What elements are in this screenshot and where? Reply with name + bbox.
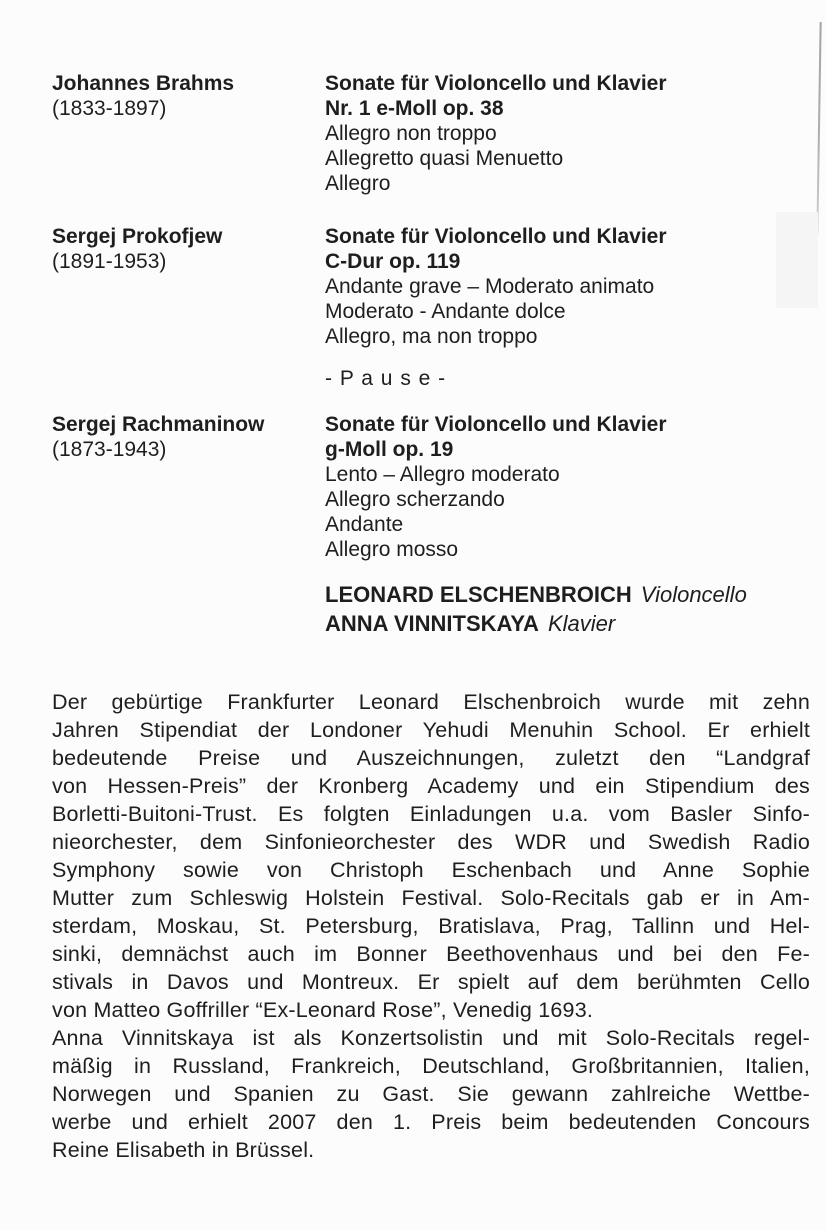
bio-line: Reine Elisabeth in Brüssel. [52,1138,315,1162]
bio-line: mäßig in Russland, Frankreich, Deutschland, Großbritannien, Italien, [52,1054,810,1078]
program-section [52,71,810,638]
work-title [325,224,810,274]
work-title [325,71,810,121]
movement: Allegro non troppo [325,122,497,145]
composer-name: Sergej Rachmaninow [52,413,265,436]
movement-list [325,274,810,349]
program-entry-prokofjew [52,224,810,349]
composer-dates: (1873-1943) [52,438,167,461]
bio-line: sterdam, Moskau, St. Petersburg, Bratislava, Prag, Tallinn und Hel- [52,914,810,938]
composer-column [52,224,325,349]
composer-column [52,412,325,562]
performer-name: ANNA VINNITSKAYA [325,611,539,636]
scan-artifact-line [816,22,821,234]
movement: Allegretto quasi Menuetto [325,147,564,170]
work-column [325,71,810,196]
movement-list [325,121,810,196]
bio-line: Anna Vinnitskaya ist als Konzertsolistin und mit Solo-Recitals regel- [52,1026,810,1050]
work-title-line: C-Dur op. 119 [325,250,461,273]
performer-instrument: Klavier [547,611,616,636]
bio-line: Symphony sowie von Christoph Eschenbach und Anne Sophie [52,858,810,882]
performer-name: LEONARD ELSCHENBROICH [325,582,632,607]
composer-dates: (1833-1897) [52,97,167,120]
work-column [325,224,810,349]
composer-name: Sergej Prokofjew [52,225,223,248]
bio-paragraph-elschenbroich [52,688,810,1024]
composer-dates: (1891-1953) [52,250,167,273]
work-title-line: Sonate für Violoncello und Klavier [325,413,667,436]
bio-line: werbe und erhielt 2007 den 1. Preis beim bedeutenden Concours [52,1110,810,1134]
performer-instrument: Violoncello [640,582,747,607]
movement: Allegro [325,172,391,195]
bio-line: Mutter zum Schleswig Holstein Festival. Solo-Recitals gab er in Am- [52,886,810,910]
bio-line: Borletti-Buitoni-Trust. Es folgten Einladungen u.a. vom Basler Sinfo- [52,802,810,826]
movement: Allegro scherzando [325,488,505,511]
composer-name: Johannes Brahms [52,72,235,95]
performer-line [325,580,810,609]
performers-list [325,580,810,638]
movement: Moderato - Andante dolce [325,300,566,323]
pause-label: - P a u s e - [325,367,447,390]
work-title-line: g-Moll op. 19 [325,438,454,461]
movement: Allegro, ma non troppo [325,325,538,348]
bio-paragraph-vinnitskaya [52,1024,810,1164]
bio-line: stivals in Davos und Montreux. Er spielt auf dem berühmten Cello [52,970,810,994]
movement: Lento – Allegro moderato [325,463,560,486]
bio-line: nieorchester, dem Sinfonieorchester des WDR und Swedish Radio [52,830,810,854]
work-title-line: Sonate für Violoncello und Klavier [325,72,667,95]
composer-column [52,71,325,196]
program-entry-rachmaninow [52,412,810,562]
movement: Andante grave – Moderato animato [325,275,655,298]
work-column [325,412,810,562]
movement: Allegro mosso [325,538,459,561]
bio-line: Jahren Stipendiat der Londoner Yehudi Menuhin School. Er erhielt [52,718,810,742]
biography-section [52,688,810,1164]
scan-artifact-smudge [776,212,818,308]
bio-line: Der gebürtige Frankfurter Leonard Elschenbroich wurde mit zehn [52,690,810,714]
work-title-line: Sonate für Violoncello und Klavier [325,225,667,248]
movement-list [325,462,810,562]
work-title [325,412,810,462]
program-entry-brahms [52,71,810,196]
bio-line: Norwegen und Spanien zu Gast. Sie gewann zahlreiche Wettbe- [52,1082,810,1106]
bio-line: bedeutende Preise und Auszeichnungen, zuletzt den “Landgraf [52,746,810,770]
performer-line [325,609,810,638]
work-title-line: Nr. 1 e-Moll op. 38 [325,97,504,120]
bio-line: von Hessen-Preis” der Kronberg Academy und ein Stipendium des [52,774,810,798]
bio-line: von Matteo Goffriller “Ex-Leonard Rose”, Venedig 1693. [52,998,594,1022]
movement: Andante [325,513,404,536]
bio-line: sinki, demnächst auch im Bonner Beethovenhaus und bei den Fe- [52,942,810,966]
